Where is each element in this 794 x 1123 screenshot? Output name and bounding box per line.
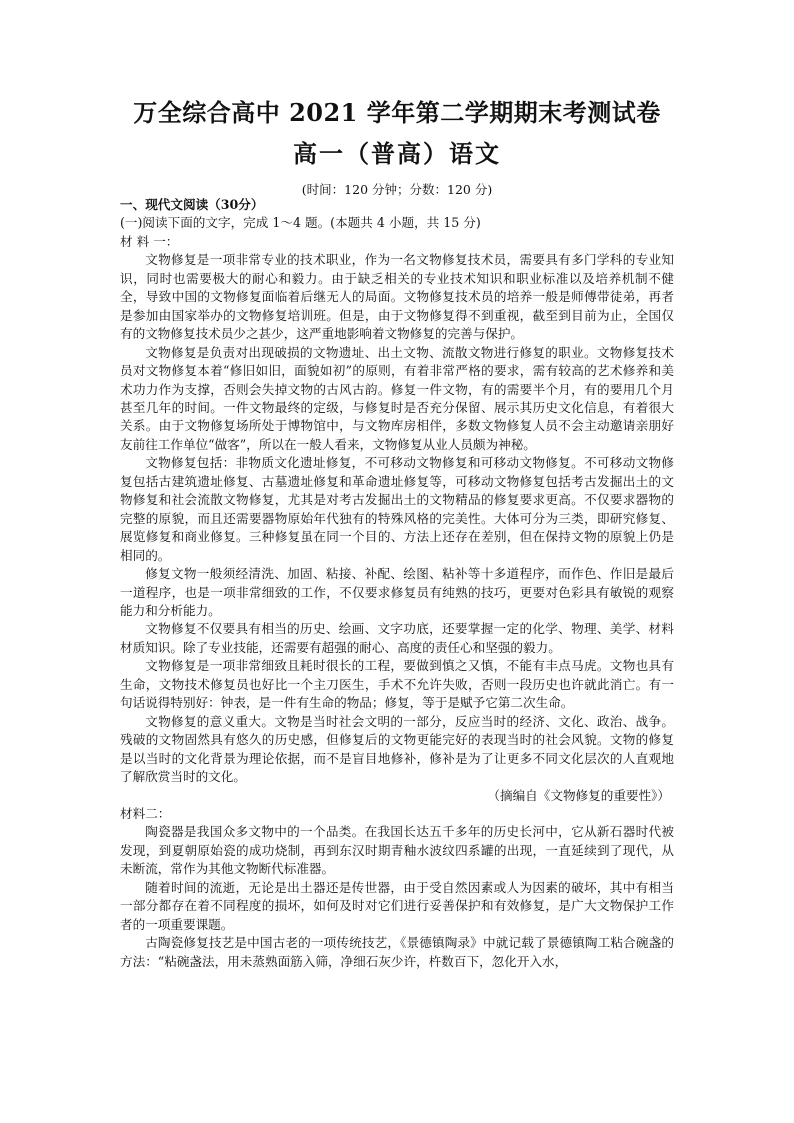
material-2-paragraph: 古陶瓷修复技艺是中国古老的一项传统技艺，《景德镇陶录》中就记载了景德镇陶工粘合碗盏的方法：“粘碗盏法，用未蒸熟面筋入筛，净细石灰少许，杵数百下，忽化开入水， <box>120 935 674 969</box>
material-1-source: （摘编自《文物修复的重要性》） <box>487 787 670 803</box>
material-1-paragraph: 修复文物一般须经清洗、加固、粘接、补配、绘图、粘补等十多道程序，而作色、作旧是最后一道程序，也是一项非常细致的工作，不仅要求修复员有纯熟的技巧，更要对色彩具有敏锐的观察能力和分析能力。 <box>120 566 674 618</box>
material-2-paragraph: 随着时间的流逝，无论是出土器还是传世器，由于受自然因素或人为因素的破坏，其中有相当一部分都存在着不同程度的损坏，如何及时对它们进行妥善保护和有效修复，是广大文物保护工作者的一项重要课题。 <box>120 879 674 932</box>
material-1-paragraph: 文物修复是负责对出现破损的文物遗址、出土文物、流散文物进行修复的职业。文物修复技术员对文物修复本着“修旧如旧，面貌如初”的原则，有着非常严格的要求，需有较高的艺术修养和美术功力作为支撑，否则会失掉文物的古风古韵。修复一件文物，有的需要半个月，有的要用几个月甚至几年的时间。一件文物最终的定级，与修复时是否充分保留、展示其历史文化信息，有着很大关系。由于文物修复场所处于博物馆中，与文物库房相伴，多数文物修复人员不会主动邀请亲朋好友前往工作单位“做客”，所以在一般人看来，文物修复从业人员颇为神秘。 <box>120 344 674 452</box>
material-1-paragraph: 文物修复包括：非物质文化遗址修复，不可移动文物修复和可移动文物修复。不可移动文物修复包括古建筑遗址修复、古墓遗址修复和革命遗址修复等，可移动文物修复包括考古发掘出土的文物修复和社会流散文物修复，尤其是对考古发掘出土的文物精品的修复要求更高。不仅要求器物的完整的原貌，而且还需要器物原始年代独有的特殊风格的完美性。大体可分为三类，即研究修复、展览修复和商业修复。三种修复虽在同一个目的、方法上还存在差别，但在保持文物的原貌上仍是相同的。 <box>120 455 674 563</box>
exam-title: 万全综合高中 2021 学年第二学期期末考测试卷 <box>133 98 661 127</box>
material-2-label: 材料二： <box>120 805 171 821</box>
material-1-paragraph: 文物修复是一项非常细致且耗时很长的工程，要做到慎之又慎，不能有丰点马虎。文物也具有生命，文物技术修复员也好比一个主刀医生，手术不允许失败，否则一段历史也许就此消亡。有一句话说得特别好：钟表，是一件有生命的物品；修复，等于是赋予它第二次生命。 <box>120 658 674 711</box>
material-1-paragraph: 文物修复是一项非常专业的技术职业，作为一名文物修复技术员，需要具有多门学科的专业知识，同时也需要极大的耐心和毅力。由于缺乏相关的专业技术知识和职业标准以及培养机制不健全，导致中国的文物修复面临着后继无人的局面。文物修复技术员的培养一般是师傅带徒弟，再者是参加由国家举办的文物修复培训班。但是，由于文物修复得不到重视，截至到目前为止，全国仅有的文物修复技术员少之甚少，这严重地影响着文物修复的完善与保护。 <box>120 252 674 342</box>
exam-subtitle: 高一（普高）语文 <box>293 139 501 168</box>
section-instruction: (一)阅读下面的文字，完成 1～4 题。(本题共 4 小题，共 15 分) <box>120 215 481 231</box>
section-heading: 一、现代文阅读（30分） <box>120 197 264 212</box>
material-2-paragraph: 陶瓷器是我国众多文物中的一个品类。在我国长达五千多年的历史长河中，它从新石器时代被发现，到夏朝原始瓷的成功烧制，再到东汉时期青釉水波纹四系罐的出现，一直延续到了现代，从未断流，常作为其他文物断代标准器。 <box>120 824 674 877</box>
exam-time-score: (时间：120 分钟；分数：120 分) <box>301 182 493 197</box>
exam-body <box>120 196 674 971</box>
material-1-paragraph: 文物修复的意义重大。文物是当时社会文明的一部分，反应当时的经济、文化、政治、战争。残破的文物固然具有悠久的历史感，但修复后的文物更能完好的表现当时的社会风貌。文物的修复是以当时的文化背景为理论依据，而不是盲目地修补，修补是为了让更多不同文化层次的人直观地了解欣赏当时的文化。 <box>120 713 674 785</box>
material-1-label: 材 料 一： <box>120 233 179 249</box>
material-1-paragraph: 文物修复不仅要具有相当的历史、绘画、文字功底，还要掌握一定的化学、物理、美学、材料材质知识。除了专业技能，还需要有超强的耐心、高度的责任心和坚强的毅力。 <box>120 621 674 655</box>
